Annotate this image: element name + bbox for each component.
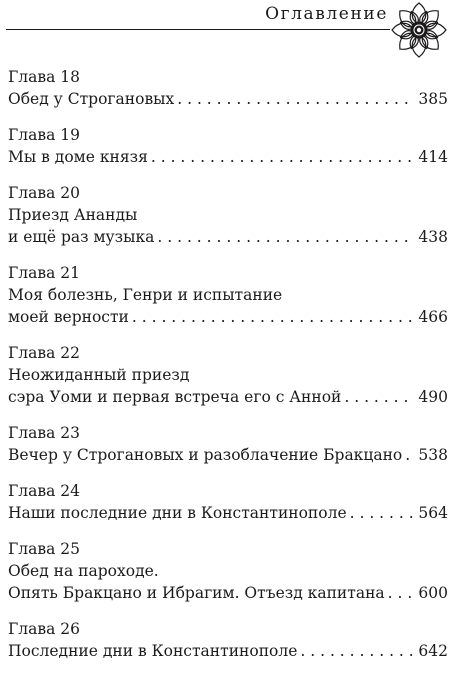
page-number: 490 — [418, 388, 448, 406]
chapter-label: Глава 19 — [8, 126, 80, 144]
toc-entry[interactable] — [8, 182, 448, 248]
chapter-title-line: Приезд Ананды — [8, 206, 138, 224]
dot-leader — [151, 146, 415, 168]
chapter-title-line: Моя болезнь, Генри и испытание — [8, 286, 283, 304]
toc-entry[interactable] — [8, 480, 448, 524]
chapter-title: Обед у Строгановых — [8, 90, 175, 108]
chapter-label: Глава 21 — [8, 264, 80, 282]
chapter-title-row — [8, 306, 448, 328]
toc-entry[interactable] — [8, 618, 448, 662]
chapter-title: Наши последние дни в Константинополе — [8, 504, 347, 522]
chapter-title-row — [8, 640, 448, 662]
dot-leader — [157, 226, 414, 248]
table-of-contents — [8, 66, 448, 676]
dot-leader — [177, 88, 414, 110]
chapter-label: Глава 20 — [8, 184, 80, 202]
toc-entry[interactable] — [8, 342, 448, 408]
page-number: 414 — [418, 148, 448, 166]
toc-entry[interactable] — [8, 124, 448, 168]
chapter-title-row — [8, 146, 448, 168]
header-rule — [6, 29, 390, 30]
chapter-title: моей верности — [8, 308, 129, 326]
chapter-title-line: Обед на пароходе. — [8, 562, 159, 580]
toc-entry[interactable] — [8, 262, 448, 328]
lotus-mandala-ornament-icon — [388, 0, 450, 60]
dot-leader — [132, 306, 415, 328]
dot-leader — [344, 386, 414, 408]
toc-entry[interactable] — [8, 422, 448, 466]
dot-leader — [388, 582, 415, 604]
page-number: 564 — [418, 504, 448, 522]
page-number: 600 — [418, 584, 448, 602]
chapter-title-row — [8, 444, 448, 466]
chapter-label: Глава 25 — [8, 540, 80, 558]
chapter-label: Глава 26 — [8, 620, 80, 638]
chapter-title-row — [8, 582, 448, 604]
toc-entry[interactable] — [8, 66, 448, 110]
dot-leader — [300, 640, 414, 662]
chapter-title: Последние дни в Константинополе — [8, 642, 298, 660]
chapter-title-row — [8, 386, 448, 408]
chapter-title: и ещё раз музыка — [8, 228, 155, 246]
page-number: 538 — [418, 446, 448, 464]
chapter-title-row — [8, 88, 448, 110]
chapter-label: Глава 23 — [8, 424, 80, 442]
chapter-title: Опять Бракцано и Ибрагим. Отъезд капитана — [8, 584, 385, 602]
chapter-label: Глава 22 — [8, 344, 80, 362]
chapter-title-row — [8, 226, 448, 248]
chapter-title: сэра Уоми и первая встреча его с Анной — [8, 388, 342, 406]
chapter-title-row — [8, 502, 448, 524]
toc-entry[interactable] — [8, 538, 448, 604]
chapter-label: Глава 18 — [8, 68, 80, 86]
chapter-title: Мы в доме князя — [8, 148, 148, 166]
chapter-label: Глава 24 — [8, 482, 80, 500]
page-number: 642 — [418, 642, 448, 660]
chapter-title: Вечер у Строгановых и разоблачение Бракцано — [8, 446, 403, 464]
chapter-title-line: Неожиданный приезд — [8, 366, 190, 384]
page-number: 466 — [418, 308, 448, 326]
page-number: 438 — [418, 228, 448, 246]
page-title: Оглавление — [265, 4, 388, 24]
page-number: 385 — [418, 90, 448, 108]
dot-leader — [350, 502, 415, 524]
page-header — [0, 0, 466, 60]
dot-leader — [405, 444, 414, 466]
